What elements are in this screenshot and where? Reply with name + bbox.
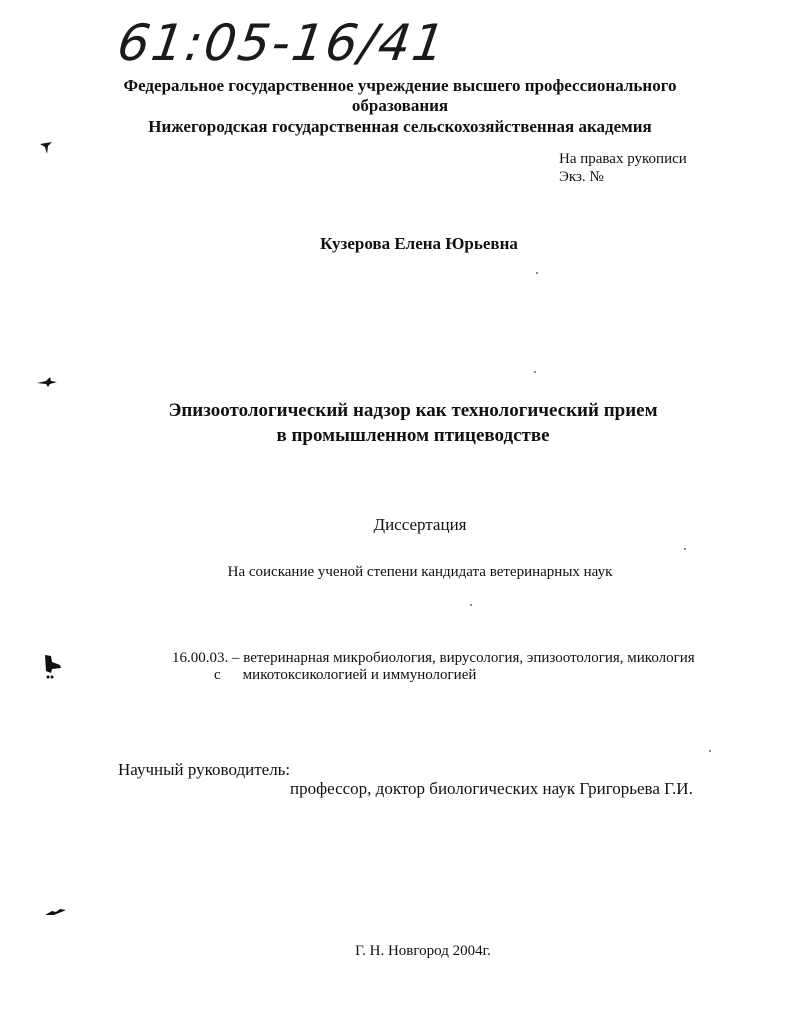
archive-number-text: 61:05-16/41 — [113, 14, 451, 72]
institution-line-2: образования — [351, 96, 449, 115]
title-line-1: Эпизоотологический надзор как технологический прием — [168, 400, 658, 421]
document-type: Диссертация — [373, 515, 467, 534]
manuscript-rights-line: На правах рукописи — [559, 151, 687, 167]
scan-mark-icon — [42, 654, 64, 680]
scan-speck — [684, 548, 686, 550]
dissertation-title — [0, 398, 799, 448]
scan-speck — [534, 371, 536, 373]
scan-mark-icon — [44, 906, 68, 918]
specialty-line-2-rest: микотоксикологией и иммунологией — [242, 667, 477, 683]
scan-speck — [536, 272, 538, 274]
city-year: Г. Н. Новгород 2004г. — [355, 943, 491, 959]
specialty-line-2 — [214, 667, 476, 684]
supervisor-label: Научный руководитель: — [118, 760, 291, 779]
institution-line-1: Федеральное государственное учреждение высшего профессионального — [123, 76, 677, 95]
degree-statement: На соискание ученой степени кандидата ветеринарных наук — [227, 564, 613, 580]
author-name: Кузерова Елена Юрьевна — [320, 234, 518, 253]
manuscript-rights-block — [559, 150, 687, 186]
scan-mark-icon — [36, 376, 58, 388]
specialty-line-2-prefix: с — [214, 667, 221, 683]
scan-speck — [709, 750, 711, 752]
copy-number-line: Экз. № — [559, 169, 604, 185]
institution-line-3: Нижегородская государственная сельскохозяйственная академия — [148, 117, 652, 136]
scan-speck — [470, 604, 472, 606]
title-line-2: в промышленном птицеводстве — [276, 425, 550, 446]
specialty-line-1: 16.00.03. – ветеринарная микробиология, вирусология, эпизоотология, микология — [172, 650, 695, 666]
scan-mark-icon — [38, 138, 56, 156]
supervisor-name: профессор, доктор биологических наук Григорьева Г.И. — [290, 779, 693, 798]
